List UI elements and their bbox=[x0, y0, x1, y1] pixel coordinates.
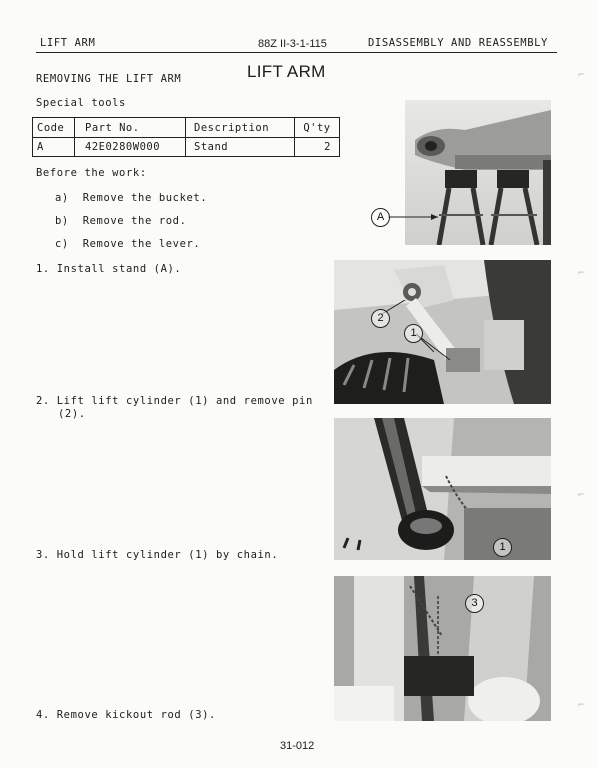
header-document-code: 88Z II-3-1-115 bbox=[258, 38, 327, 50]
photo-cylinder-chain bbox=[334, 418, 551, 560]
before-work-label: Before the work: bbox=[36, 167, 147, 179]
step-4 bbox=[36, 709, 216, 721]
column-header-qty: Q'ty bbox=[295, 118, 340, 138]
header-divider bbox=[36, 52, 557, 53]
page-edge-mark: ⌐ bbox=[578, 70, 585, 81]
table-row bbox=[33, 138, 340, 157]
step-number: 4. bbox=[36, 709, 50, 721]
page-edge-mark: ⌐ bbox=[578, 268, 585, 279]
callout-1-photo3: 1 bbox=[493, 538, 512, 557]
callout-3: 3 bbox=[465, 594, 484, 613]
step-text: Install stand (A). bbox=[56, 263, 182, 275]
step-number: 3. bbox=[36, 549, 50, 561]
step-3 bbox=[36, 549, 278, 561]
special-tools-label: Special tools bbox=[36, 97, 126, 109]
step-2 bbox=[36, 395, 313, 407]
header-chapter-title: DISASSEMBLY AND REASSEMBLY bbox=[368, 37, 548, 49]
cell-description: Stand bbox=[186, 138, 295, 157]
callout-2: 2 bbox=[371, 309, 390, 328]
photo-kickout-rod bbox=[334, 576, 551, 721]
table-header-row bbox=[33, 118, 340, 138]
page-title: LIFT ARM bbox=[247, 62, 326, 81]
item-letter: a) bbox=[55, 192, 69, 204]
page-edge-mark: ⌐ bbox=[578, 700, 585, 711]
cell-code: A bbox=[33, 138, 75, 157]
step-2-continuation: (2). bbox=[58, 408, 86, 420]
step-text: Lift lift cylinder (1) and remove pin bbox=[56, 395, 313, 407]
step-number: 2. bbox=[36, 395, 50, 407]
list-item bbox=[55, 192, 207, 204]
step-1 bbox=[36, 263, 181, 275]
column-header-code: Code bbox=[33, 118, 75, 138]
item-text: Remove the bucket. bbox=[82, 192, 208, 204]
step-text: Remove kickout rod (3). bbox=[56, 709, 216, 721]
callout-1: 1 bbox=[404, 324, 423, 343]
special-tools-table bbox=[32, 117, 340, 157]
header-section-title: LIFT ARM bbox=[40, 37, 96, 49]
list-item bbox=[55, 215, 187, 227]
step-number: 1. bbox=[36, 263, 50, 275]
item-letter: b) bbox=[55, 215, 69, 227]
column-header-part-no: Part No. bbox=[75, 118, 186, 138]
item-letter: c) bbox=[55, 238, 69, 250]
item-text: Remove the lever. bbox=[82, 238, 201, 250]
cell-part-no: 42E0280W000 bbox=[75, 138, 186, 157]
callout-a: A bbox=[371, 208, 390, 227]
column-header-description: Description bbox=[186, 118, 295, 138]
section-subtitle: REMOVING THE LIFT ARM bbox=[36, 73, 182, 85]
item-text: Remove the rod. bbox=[82, 215, 187, 227]
cell-qty: 2 bbox=[295, 138, 340, 157]
page-number: 31-012 bbox=[280, 740, 315, 752]
page-edge-mark: ⌐ bbox=[578, 490, 585, 501]
step-text: Hold lift cylinder (1) by chain. bbox=[56, 549, 279, 561]
list-item bbox=[55, 238, 200, 250]
